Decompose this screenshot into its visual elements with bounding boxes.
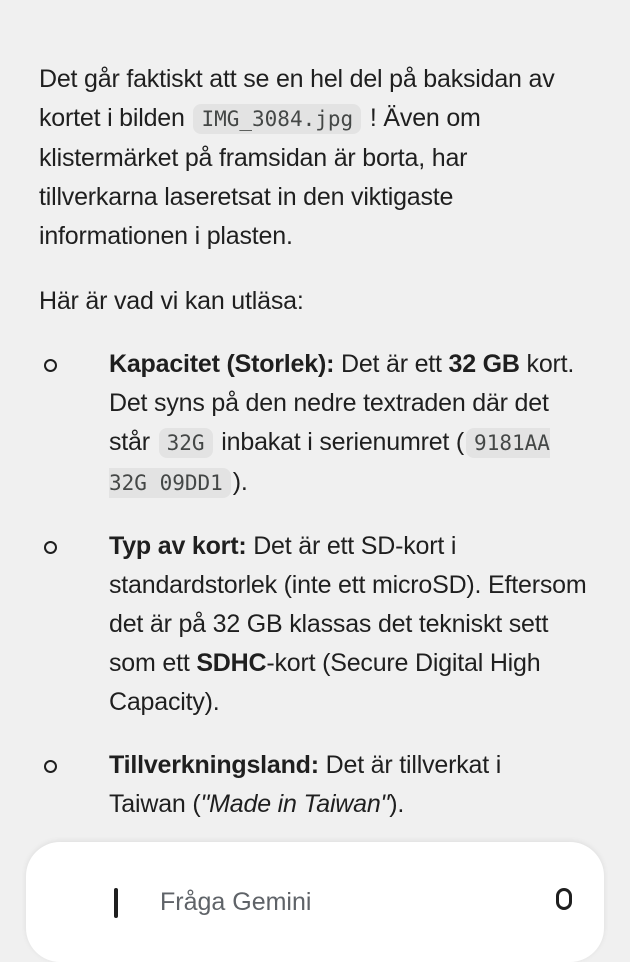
item-italic: "Made in Taiwan" [200,790,390,818]
item-text: Det är tillverkat i Taiwan ( [109,751,502,818]
microphone-icon[interactable] [556,888,572,910]
prompt-input-card[interactable] [26,842,604,962]
list-item [39,746,599,824]
list-item [39,527,599,722]
item-text: Det är ett [334,350,449,378]
item-text: inbakat i serienumret ( [214,428,465,456]
bullet-circle-icon [44,541,57,554]
item-heading: Tillverkningsland: [109,751,319,779]
bullet-circle-icon [44,760,57,773]
info-list [39,345,599,824]
intro-text-2: ! Även om klistermärket på framsidan är borta, har tillverkarna laseretsat in den viktigaste informationen i plasten. [39,104,481,250]
bullet-circle-icon [44,359,57,372]
item-text: -kort (Secure Digital High Capacity). [109,649,541,716]
inline-code-filename: IMG_3084.jpg [193,104,361,134]
item-text: ). [389,790,405,818]
prompt-input[interactable]: Fråga Gemini [160,888,312,916]
item-text: Det är ett SD-kort i standardstorlek (inte ett microSD). Eftersom det är på 32 GB klassas det tekniskt sett som ett [109,532,587,677]
inline-code: 32G [159,428,213,458]
plus-icon[interactable] [114,888,118,918]
item-text: kort. Det syns på den nedre textraden där det står [109,350,575,456]
intro-paragraph [39,60,574,256]
lead-paragraph: Här är vad vi kan utläsa: [39,287,304,315]
item-heading: Kapacitet (Storlek): [109,350,335,378]
intro-text: Det går faktiskt att se en hel del på baksidan av kortet i bilden [39,65,555,132]
assistant-message [39,60,599,848]
inline-code-serial: 9181AA 32G 09DD1 [109,428,550,498]
item-bold: SDHC [196,649,267,677]
item-heading: Typ av kort: [109,532,247,560]
item-bold: 32 GB [448,350,520,378]
item-text: ). [232,468,248,496]
list-item [39,345,599,503]
